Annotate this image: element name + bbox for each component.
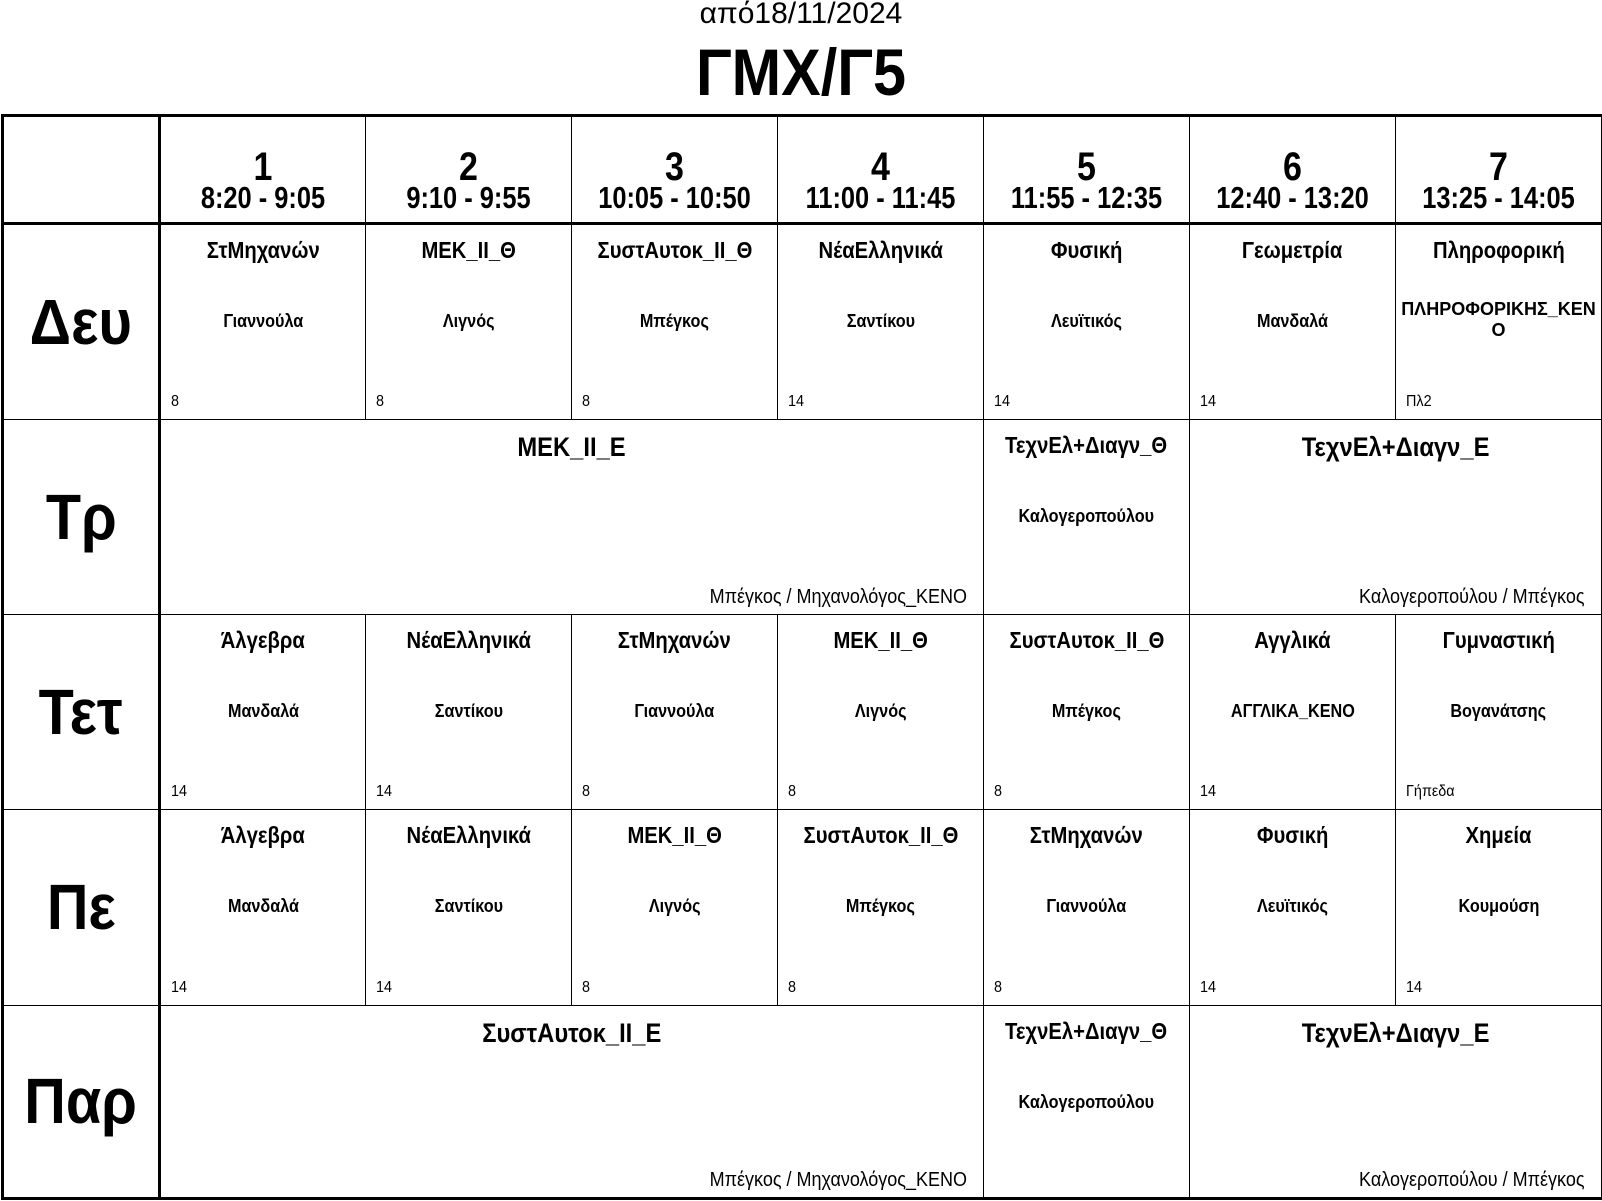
lesson-cell-merged	[160, 1005, 984, 1198]
day-label-cell	[3, 810, 160, 1005]
lesson-subject: Πληροφορική	[1432, 237, 1565, 264]
period-number: 5	[1077, 145, 1096, 189]
period-time: 11:00 - 11:45	[805, 180, 956, 215]
lesson-cell	[984, 1005, 1190, 1198]
lesson-subject: ΝέαΕλληνικά	[406, 822, 531, 849]
lesson-room: 8	[788, 783, 797, 801]
period-header	[1396, 116, 1602, 224]
lesson-cell-merged	[1190, 1005, 1602, 1198]
lesson-teacher: ΠΛΗΡΟΦΟΡΙΚΗΣ_ΚΕΝΟ	[1401, 299, 1596, 341]
lesson-teacher: Μπέγκος / Μηχανολόγος_ΚΕΝΟ	[709, 585, 967, 608]
lesson-subject: ΣτΜηχανών	[206, 237, 320, 264]
period-header	[1190, 116, 1396, 224]
lesson-cell	[1190, 224, 1396, 419]
lesson-subject: Αγγλικά	[1254, 626, 1331, 653]
day-row-tuesday	[3, 419, 1602, 614]
lesson-teacher: Λιγνός	[648, 896, 701, 917]
period-number: 2	[459, 145, 478, 189]
lesson-teacher: Σαντίκου	[846, 311, 915, 332]
period-header	[572, 116, 778, 224]
lesson-room: 8	[582, 978, 591, 996]
day-label-cell	[3, 419, 160, 614]
lesson-cell	[1396, 614, 1602, 809]
lesson-subject: Γυμναστική	[1442, 626, 1555, 653]
day-row-friday	[3, 1005, 1602, 1198]
lesson-subject: ΜΕΚ_ΙΙ_Ε	[517, 431, 627, 462]
lesson-room: 14	[994, 392, 1011, 410]
day-name: Δευ	[29, 285, 133, 358]
day-row-monday	[3, 224, 1602, 419]
period-time: 9:10 - 9:55	[406, 180, 531, 215]
lesson-room: 14	[1200, 978, 1217, 996]
lesson-subject: ΤεχνΕλ+Διαγν_Θ	[1005, 1017, 1168, 1044]
lesson-subject: ΤεχνΕλ+Διαγν_Ε	[1301, 431, 1490, 462]
lesson-subject: ΝέαΕλληνικά	[406, 626, 531, 653]
lesson-subject: Άλγεβρα	[220, 822, 306, 849]
lesson-cell	[1396, 224, 1602, 419]
lesson-cell	[984, 419, 1190, 614]
period-header	[984, 116, 1190, 224]
lesson-room: 14	[376, 783, 393, 801]
period-number: 3	[665, 145, 684, 189]
lesson-subject: ΝέαΕλληνικά	[818, 237, 943, 264]
lesson-room: 8	[582, 392, 591, 410]
lesson-subject: Φυσική	[1050, 237, 1123, 264]
lesson-teacher: Λευϊτικός	[1257, 896, 1328, 917]
day-name: Παρ	[24, 1065, 138, 1138]
period-time: 12:40 - 13:20	[1216, 180, 1369, 215]
lesson-cell	[572, 810, 778, 1005]
lesson-teacher: Βογανάτσης	[1450, 700, 1547, 721]
lesson-subject: Φυσική	[1256, 822, 1329, 849]
lesson-teacher: Μανδαλά	[227, 896, 299, 917]
lesson-cell	[1190, 614, 1396, 809]
lesson-subject: ΜΕΚ_ΙΙ_Θ	[421, 237, 516, 264]
lesson-subject: ΣυστΑυτοκ_ΙΙ_Θ	[1009, 626, 1164, 653]
lesson-room: 14	[171, 783, 188, 801]
periods-header-row	[3, 116, 1602, 224]
lesson-room: 8	[171, 392, 180, 410]
lesson-room: 14	[1406, 978, 1423, 996]
period-time: 13:25 - 14:05	[1422, 180, 1575, 215]
lesson-teacher: Σαντίκου	[434, 896, 503, 917]
day-row-wednesday	[3, 614, 1602, 809]
lesson-teacher: Μπέγκος	[845, 896, 916, 917]
lesson-cell	[366, 614, 572, 809]
lesson-teacher: Μανδαλά	[227, 700, 299, 721]
day-name: Τετ	[39, 676, 123, 749]
lesson-room: 14	[376, 978, 393, 996]
period-header	[160, 116, 366, 224]
corner-cell	[3, 116, 160, 224]
lesson-room: 8	[788, 978, 797, 996]
lesson-cell-merged	[1190, 419, 1602, 614]
lesson-cell	[572, 614, 778, 809]
lesson-subject: ΣυστΑυτοκ_ΙΙ_Θ	[803, 822, 958, 849]
lesson-teacher: Γιαννούλα	[1046, 896, 1127, 917]
day-row-thursday	[3, 810, 1602, 1005]
lesson-teacher: Κουμούση	[1458, 896, 1539, 917]
lesson-room: 14	[171, 978, 188, 996]
lesson-cell	[366, 224, 572, 419]
lesson-cell	[160, 224, 366, 419]
lesson-cell	[984, 614, 1190, 809]
lesson-cell	[160, 810, 366, 1005]
period-header	[366, 116, 572, 224]
period-time: 8:20 - 9:05	[200, 180, 326, 215]
lesson-teacher: Καλογεροπούλου	[1018, 1091, 1155, 1112]
lesson-teacher: Λιγνός	[854, 700, 907, 721]
lesson-teacher: Γιαννούλα	[223, 311, 303, 332]
period-time: 11:55 - 12:35	[1010, 180, 1163, 215]
lesson-teacher: Καλογεροπούλου / Μπέγκος	[1359, 1169, 1585, 1191]
lesson-room: 14	[1200, 783, 1217, 801]
lesson-cell	[778, 614, 984, 809]
lesson-cell	[984, 224, 1190, 419]
lesson-teacher: Μπέγκος	[1051, 700, 1122, 721]
lesson-room: Πλ2	[1406, 392, 1432, 410]
class-title: ΓΜΧ/Γ5	[695, 35, 907, 109]
lesson-cell	[778, 810, 984, 1005]
lesson-teacher: Σαντίκου	[434, 700, 503, 721]
timetable	[1, 114, 1602, 1200]
lesson-teacher: Γιαννούλα	[634, 700, 715, 721]
lesson-teacher: Καλογεροπούλου	[1018, 505, 1155, 526]
lesson-cell	[572, 224, 778, 419]
lesson-room: 14	[788, 392, 805, 410]
lesson-subject: ΣτΜηχανών	[617, 626, 732, 653]
lesson-teacher: Μανδαλά	[1256, 311, 1329, 332]
lesson-cell-merged	[160, 419, 984, 614]
lesson-cell	[366, 810, 572, 1005]
period-number: 1	[253, 145, 273, 189]
lesson-teacher: Μπέγκος	[639, 311, 710, 332]
day-label-cell	[3, 224, 160, 419]
lesson-subject: ΤεχνΕλ+Διαγν_Ε	[1301, 1017, 1490, 1048]
day-label-cell	[3, 614, 160, 809]
lesson-cell	[160, 614, 366, 809]
lesson-subject: ΣτΜηχανών	[1029, 822, 1144, 849]
lesson-cell	[1396, 810, 1602, 1005]
lesson-teacher: ΑΓΓΛΙΚΑ_ΚΕΝΟ	[1230, 700, 1355, 721]
lesson-teacher: Καλογεροπούλου / Μπέγκος	[1359, 585, 1585, 608]
lesson-teacher: Μπέγκος / Μηχανολόγος_ΚΕΝΟ	[709, 1169, 967, 1191]
lesson-subject: ΣυστΑυτοκ_ΙΙ_Ε	[482, 1017, 662, 1048]
lesson-subject: Γεωμετρία	[1242, 237, 1343, 264]
lesson-room: 8	[376, 392, 385, 410]
day-name: Τρ	[45, 480, 117, 553]
lesson-subject: Χημεία	[1465, 822, 1532, 849]
period-number: 4	[871, 145, 890, 189]
lesson-teacher: Λευϊτικός	[1051, 311, 1122, 332]
lesson-subject: Άλγεβρα	[220, 626, 306, 653]
lesson-room: 8	[994, 783, 1003, 801]
lesson-room: 14	[1200, 392, 1217, 410]
day-label-cell	[3, 1005, 160, 1198]
schedule-date: από18/11/2024	[699, 0, 903, 30]
period-number: 7	[1489, 145, 1508, 189]
lesson-room: 8	[582, 783, 591, 801]
lesson-room: 8	[994, 978, 1003, 996]
period-number: 6	[1283, 145, 1302, 189]
period-time: 10:05 - 10:50	[598, 180, 751, 215]
lesson-cell	[984, 810, 1190, 1005]
day-name: Πε	[46, 871, 116, 944]
lesson-subject: ΣυστΑυτοκ_ΙΙ_Θ	[597, 237, 752, 264]
lesson-subject: ΤεχνΕλ+Διαγν_Θ	[1005, 431, 1168, 458]
period-header	[778, 116, 984, 224]
lesson-subject: ΜΕΚ_ΙΙ_Θ	[627, 822, 722, 849]
lesson-cell	[778, 224, 984, 419]
lesson-cell	[1190, 810, 1396, 1005]
lesson-subject: ΜΕΚ_ΙΙ_Θ	[833, 626, 928, 653]
lesson-teacher: Λιγνός	[442, 311, 495, 332]
lesson-room: Γήπεδα	[1406, 783, 1455, 801]
